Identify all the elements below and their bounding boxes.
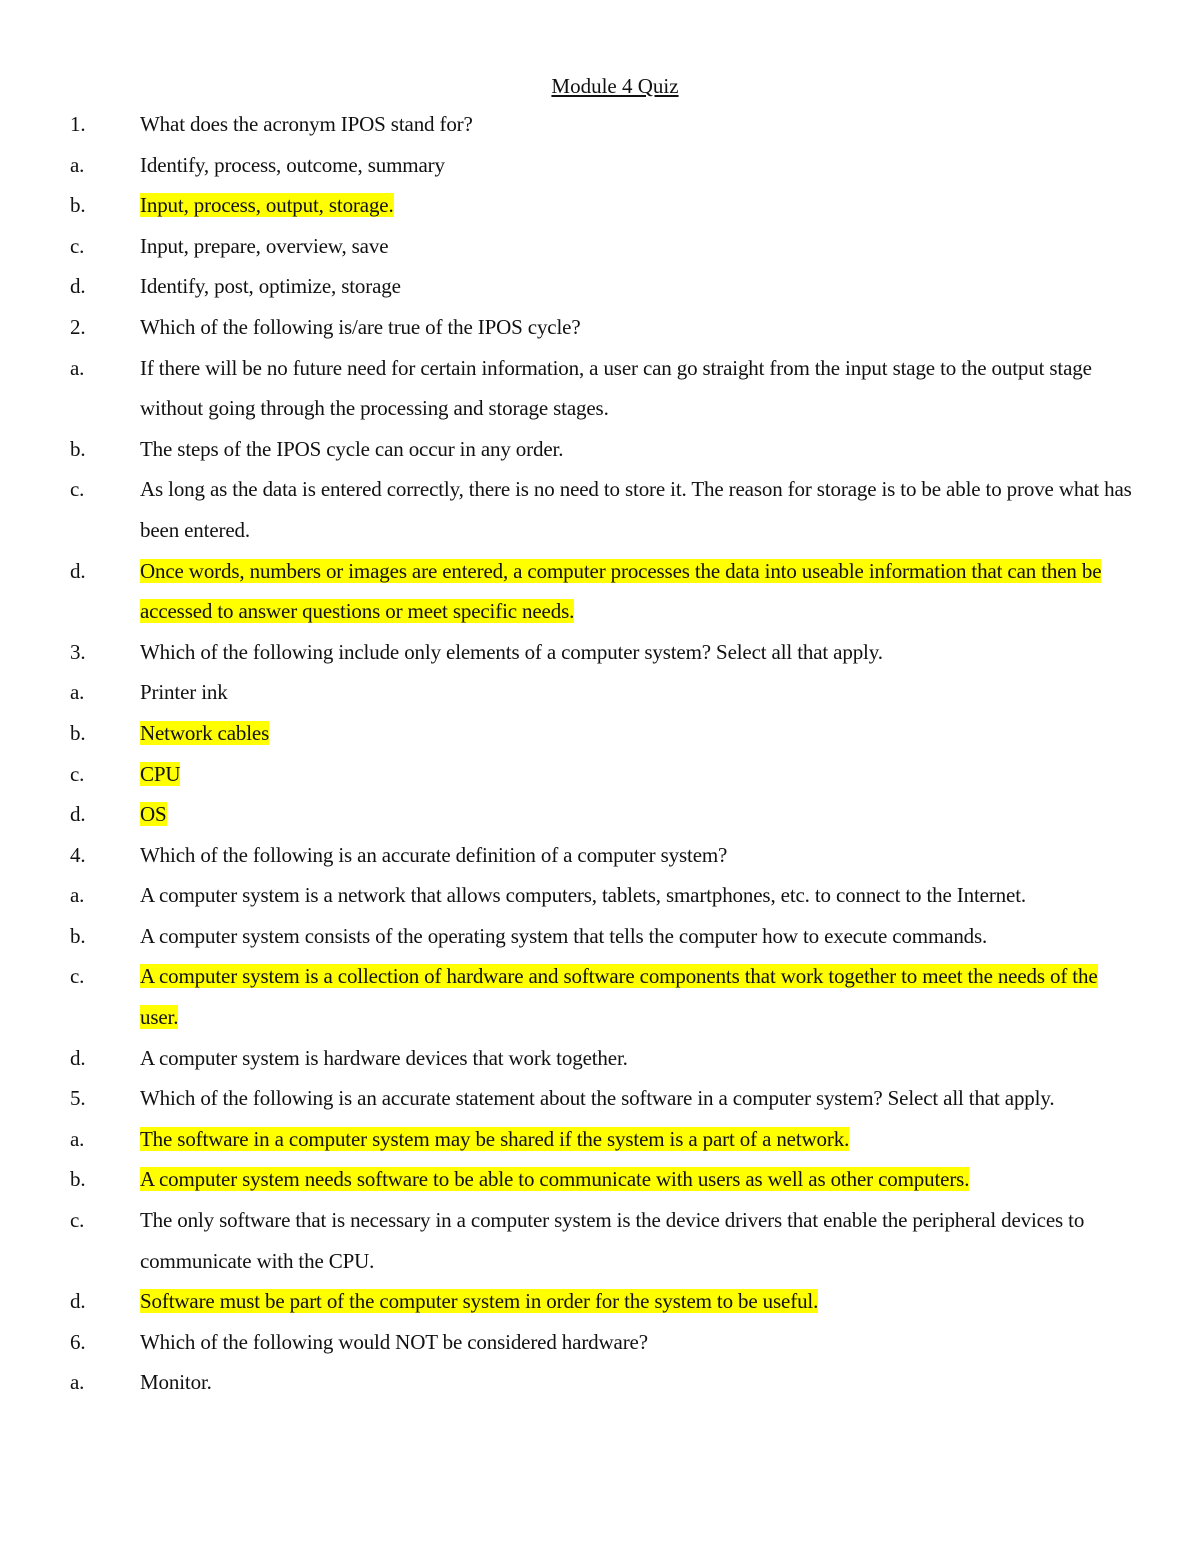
question-text: Which of the following is/are true of the IPOS cycle? [140,314,581,339]
highlighted-answer-text: Input, process, output, storage. [140,193,394,218]
option-letter: d. [70,558,86,583]
option-text: Monitor. [140,1370,212,1395]
document-title: Module 4 Quiz [551,74,679,98]
question-line [70,632,1132,673]
answer-option [70,916,1132,957]
highlighted-answer-text: OS [140,802,167,827]
option-letter: c. [70,233,85,258]
highlighted-answer-text: A computer system needs software to be able to communicate with users as well as other computers. [140,1167,970,1192]
highlighted-answer-text: Software must be part of the computer system in order for the system to be useful. [140,1289,819,1314]
option-text: A computer system is hardware devices that work together. [140,1045,628,1070]
answer-option [70,185,1132,226]
option-text: A computer system consists of the operating system that tells the computer how to execute commands. [140,923,988,948]
question-number: 4. [70,842,86,867]
option-letter: d. [70,802,86,827]
quiz-content [70,104,1132,1403]
question-number: 2. [70,314,86,339]
answer-option [70,145,1132,186]
option-letter: b. [70,1167,86,1192]
question-text: What does the acronym IPOS stand for? [140,112,473,136]
question-line [70,104,1132,145]
option-text: The only software that is necessary in a computer system is the device drivers that enable the peripheral devices to communicate with the CPU. [140,1208,1085,1273]
answer-option [70,266,1132,307]
option-letter: c. [70,477,85,502]
highlighted-answer-text: Once words, numbers or images are entered, a computer processes the data into useable information that can then be accessed to answer questions or meet specific needs. [140,558,1102,624]
option-letter: a. [70,680,85,705]
answer-option [70,469,1132,550]
option-letter: d. [70,274,86,299]
option-letter: b. [70,436,86,461]
question-text: Which of the following include only elements of a computer system? Select all that apply. [140,639,883,664]
answer-option [70,794,1132,835]
answer-option [70,348,1132,429]
question-number: 1. [70,112,86,136]
answer-option [70,956,1132,1037]
answer-option [70,226,1132,267]
question-number: 3. [70,639,86,664]
question-line [70,1322,1132,1363]
option-letter: b. [70,720,86,745]
question-line [70,307,1132,348]
answer-option [70,1038,1132,1079]
option-text: As long as the data is entered correctly, there is no need to store it. The reason for storage is to be able to prove what has been entered. [140,477,1132,542]
option-letter: a. [70,152,85,177]
option-letter: c. [70,1208,85,1233]
question-text: Which of the following is an accurate definition of a computer system? [140,842,728,867]
option-letter: c. [70,761,85,786]
option-letter: b. [70,923,86,948]
answer-option [70,672,1132,713]
option-letter: a. [70,355,85,380]
option-text: Identify, post, optimize, storage [140,274,401,299]
option-text: Printer ink [140,680,228,705]
question-line [70,835,1132,876]
option-text: A computer system is a network that allows computers, tablets, smartphones, etc. to connect to the Internet. [140,883,1026,908]
option-letter: a. [70,1370,85,1395]
answer-option [70,1159,1132,1200]
question-line [70,1078,1132,1119]
question-text: Which of the following would NOT be considered hardware? [140,1329,648,1354]
question-text: Which of the following is an accurate statement about the software in a computer system? Select all that apply. [140,1086,1055,1111]
highlighted-answer-text: CPU [140,761,181,786]
option-letter: b. [70,193,86,218]
answer-option [70,754,1132,795]
option-letter: d. [70,1045,86,1070]
answer-option [70,875,1132,916]
highlighted-answer-text: A computer system is a collection of hardware and software components that work together to meet the needs of the user. [140,964,1098,1030]
option-text: Identify, process, outcome, summary [140,152,445,177]
answer-option [70,551,1132,632]
highlighted-answer-text: Network cables [140,720,270,745]
answer-option [70,1119,1132,1160]
option-text: Input, prepare, overview, save [140,233,389,258]
option-letter: a. [70,883,85,908]
option-letter: c. [70,964,85,989]
answer-option [70,1362,1132,1403]
answer-option [70,1281,1132,1322]
option-letter: a. [70,1126,85,1151]
option-text: If there will be no future need for certain information, a user can go straight from the input stage to the output stage without going through the processing and storage stages. [140,355,1092,421]
question-number: 5. [70,1086,86,1111]
option-letter: d. [70,1289,86,1314]
answer-option [70,713,1132,754]
highlighted-answer-text: The software in a computer system may be shared if the system is a part of a network. [140,1126,850,1151]
answer-option [70,1200,1132,1281]
option-text: The steps of the IPOS cycle can occur in any order. [140,436,564,461]
question-number: 6. [70,1329,86,1354]
answer-option [70,429,1132,470]
